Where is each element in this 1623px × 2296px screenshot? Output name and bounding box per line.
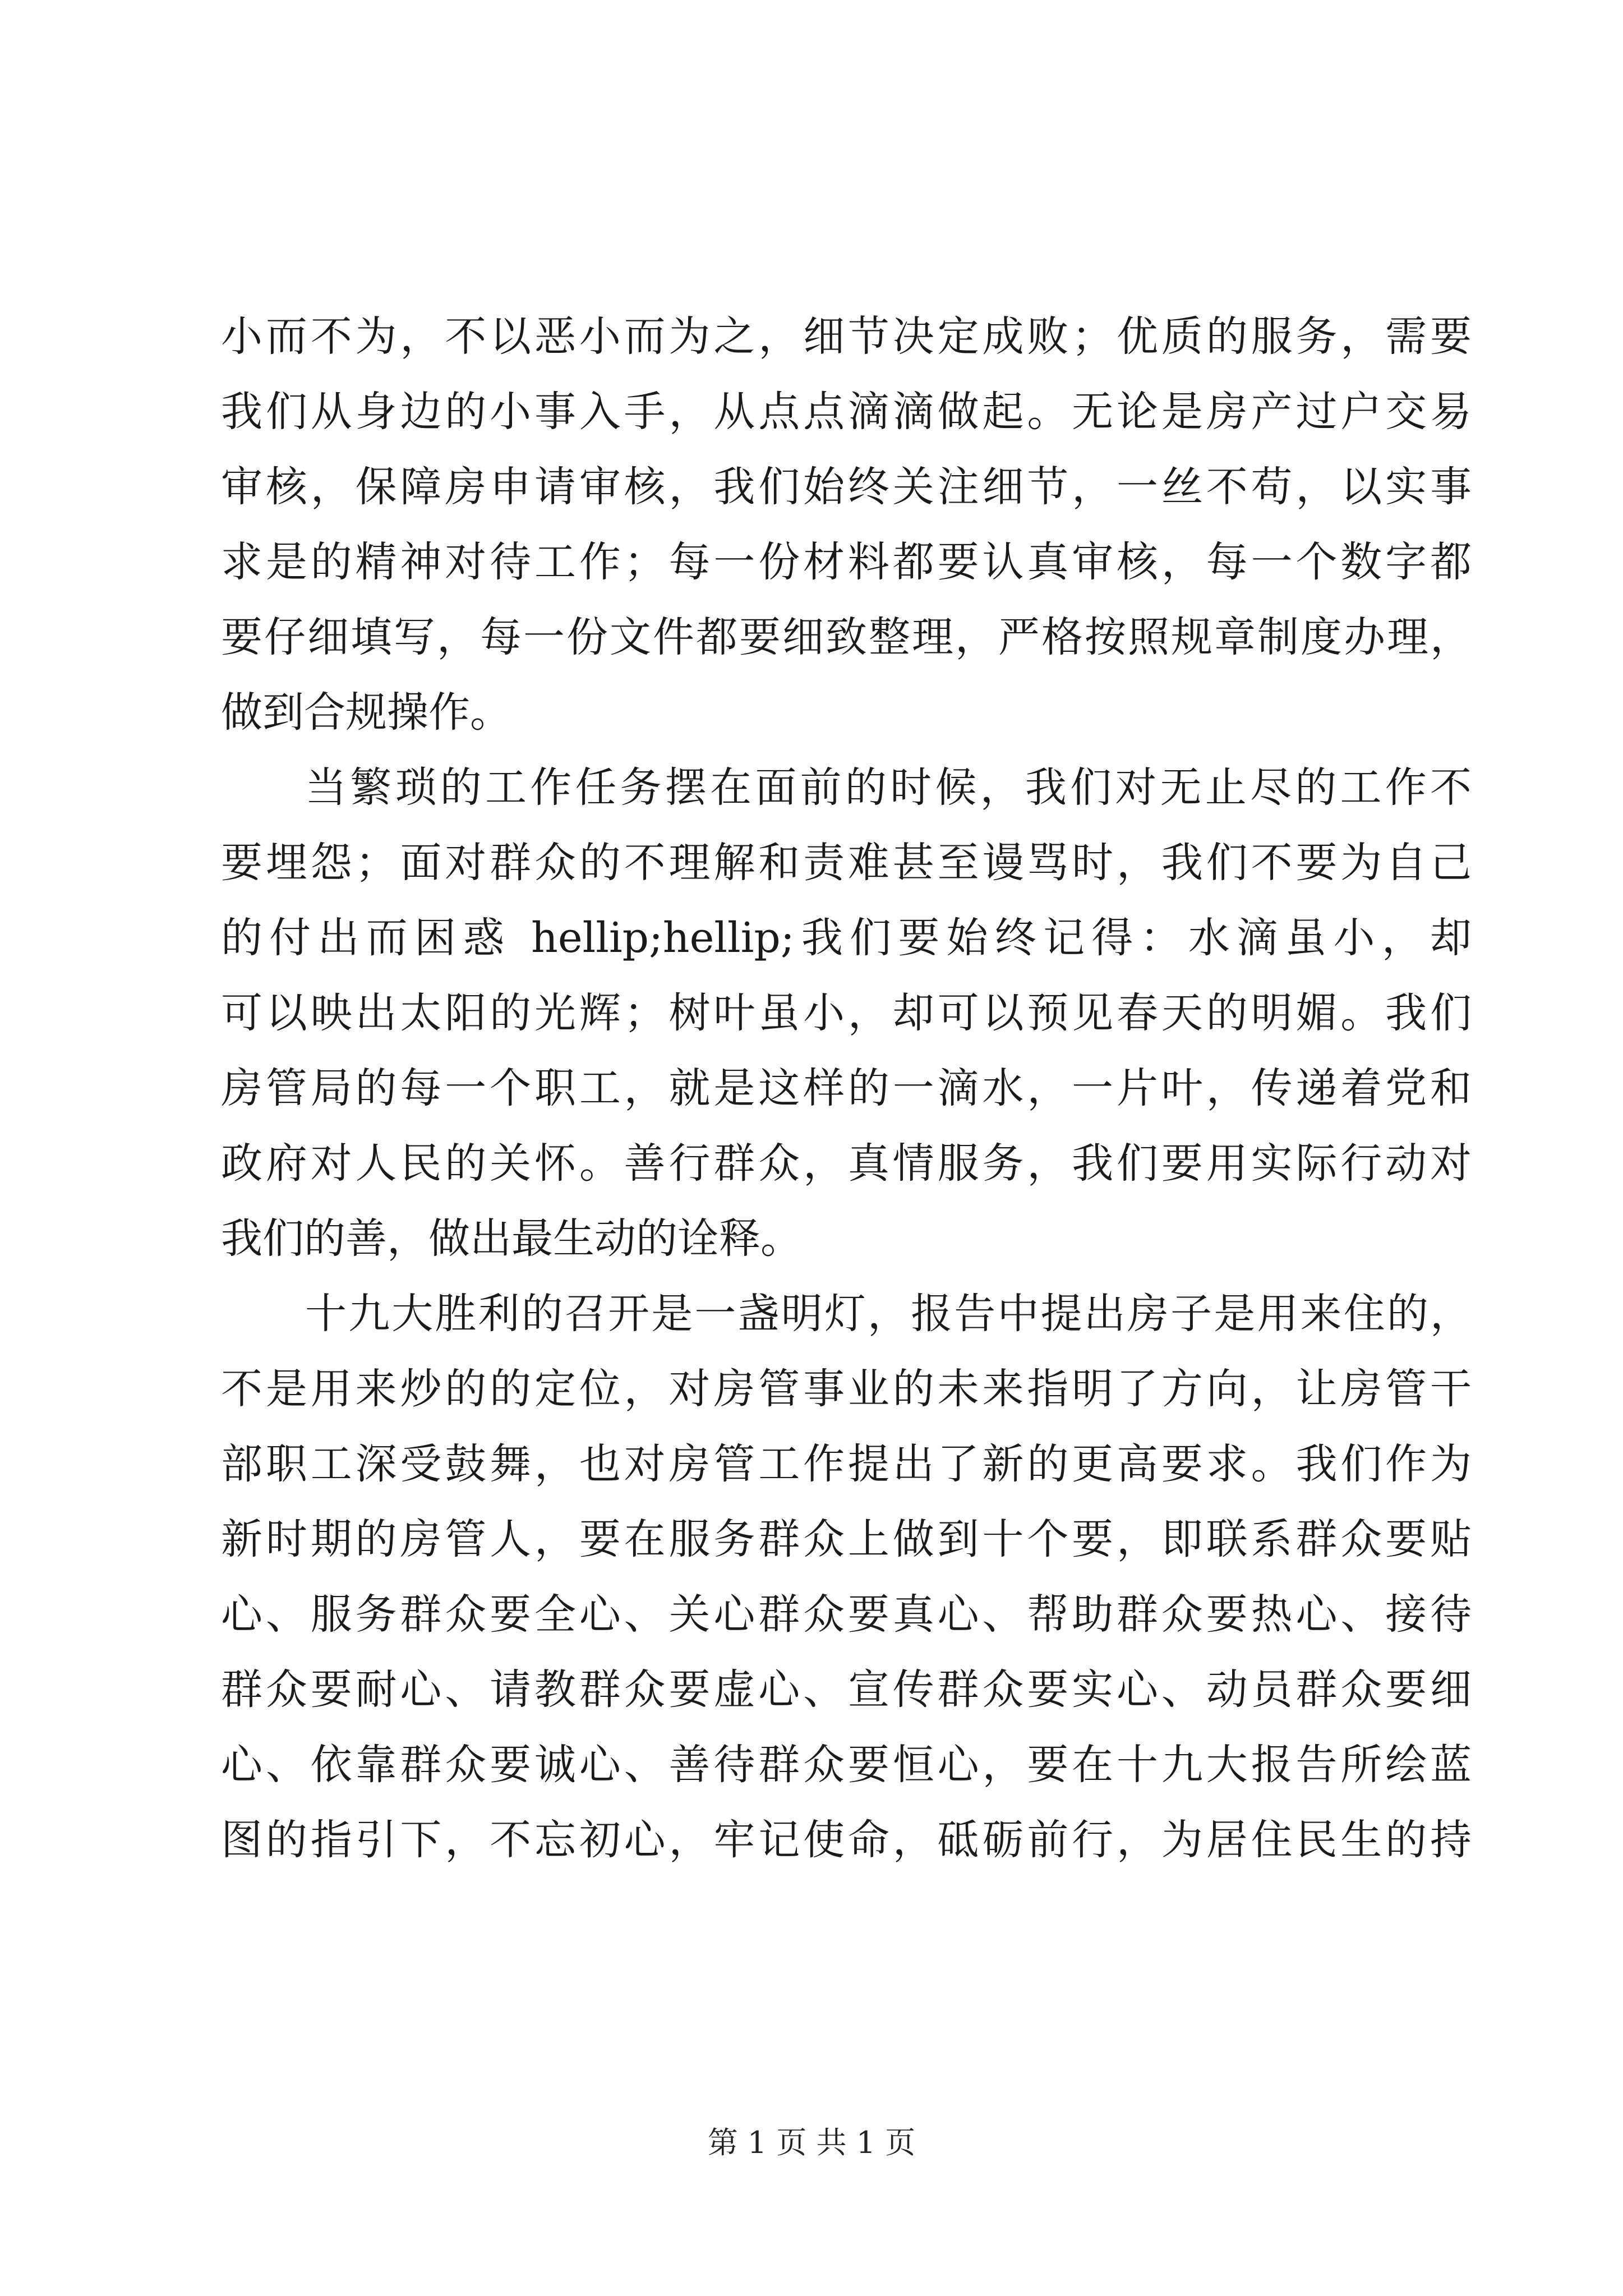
- paragraph-3-line-3: [0, 1425, 1623, 1503]
- paragraph-3-line-7: [0, 1726, 1623, 1804]
- body-text-line: 部职工深受鼓舞，也对房管工作提出了新的更高要求。我们作为: [221, 1440, 1472, 1488]
- paragraph-3-line-1: [0, 1274, 1623, 1353]
- paragraph-2-line-1: [0, 748, 1623, 827]
- paragraph-3-line-5: [0, 1575, 1623, 1654]
- paragraph-2-line-5: [0, 1049, 1623, 1128]
- body-text-line: 的付出而困惑 hellip;hellip;我们要始终记得：水滴虽小，却: [221, 914, 1472, 962]
- body-text-line: 房管局的每一个职工，就是这样的一滴水，一片叶，传递着党和: [221, 1064, 1472, 1112]
- body-text-line: 政府对人民的关怀。善行群众，真情服务，我们要用实际行动对: [221, 1139, 1472, 1188]
- paragraph-1-line-3: [0, 448, 1623, 526]
- body-text-line: 要仔细填写，每一份文件都要细致整理，严格按照规章制度办理，: [221, 613, 1472, 661]
- body-text-line: 当繁琐的工作任务摆在面前的时候，我们对无止尽的工作不: [305, 763, 1472, 812]
- body-text-line: 求是的精神对待工作；每一份材料都要认真审核，每一个数字都: [221, 538, 1472, 586]
- body-text-line: 不是用来炒的的定位，对房管事业的未来指明了方向，让房管干: [221, 1365, 1472, 1413]
- paragraph-2-line-2: [0, 823, 1623, 902]
- body-text-line: 心、依靠群众要诚心、善待群众要恒心，要在十九大报告所绘蓝: [221, 1741, 1472, 1789]
- paragraph-3-line-6: [0, 1650, 1623, 1729]
- paragraph-2-line-7: [0, 1199, 1623, 1278]
- paragraph-3-line-8: [0, 1801, 1623, 1879]
- body-text-line: 可以映出太阳的光辉；树叶虽小，却可以预见春天的明媚。我们: [221, 989, 1472, 1037]
- body-text-line: 心、服务群众要全心、关心群众要真心、帮助群众要热心、接待: [221, 1590, 1472, 1639]
- paragraph-1-line-4: [0, 523, 1623, 601]
- body-text-line: 审核，保障房申请审核，我们始终关注细节，一丝不苟，以实事: [221, 463, 1472, 511]
- paragraph-2-line-3: [0, 899, 1623, 977]
- body-text-line: 群众要耐心、请教群众要虚心、宣传群众要实心、动员群众要细: [221, 1665, 1472, 1714]
- paragraph-3-line-2: [0, 1350, 1623, 1428]
- paragraph-1-line-5: [0, 598, 1623, 677]
- paragraph-1-line-2: [0, 372, 1623, 451]
- page-footer: [0, 2120, 1623, 2165]
- body-text-line: 我们的善，做出最生动的诠释。: [221, 1214, 802, 1263]
- page-number-label: 第 1 页 共 1 页: [707, 2125, 916, 2160]
- paragraph-3-line-4: [0, 1500, 1623, 1579]
- paragraph-2-line-4: [0, 974, 1623, 1052]
- body-text-line: 要埋怨；面对群众的不理解和责难甚至谩骂时，我们不要为自己: [221, 839, 1472, 887]
- body-text-line: 做到合规操作。: [221, 688, 511, 737]
- body-text-line: 十九大胜利的召开是一盏明灯，报告中提出房子是用来住的，: [305, 1290, 1472, 1338]
- paragraph-1-line-6: [0, 673, 1623, 752]
- body-text-line: 图的指引下，不忘初心，牢记使命，砥砺前行，为居住民生的持: [221, 1816, 1472, 1864]
- body-text-line: 新时期的房管人，要在服务群众上做到十个要，即联系群众要贴: [221, 1515, 1472, 1563]
- paragraph-2-line-6: [0, 1124, 1623, 1203]
- body-text-line: 我们从身边的小事入手，从点点滴滴做起。无论是房产过户交易: [221, 388, 1472, 436]
- body-text-line: 小而不为，不以恶小而为之，细节决定成败；优质的服务，需要: [221, 312, 1472, 361]
- paragraph-1-line-1: [0, 297, 1623, 376]
